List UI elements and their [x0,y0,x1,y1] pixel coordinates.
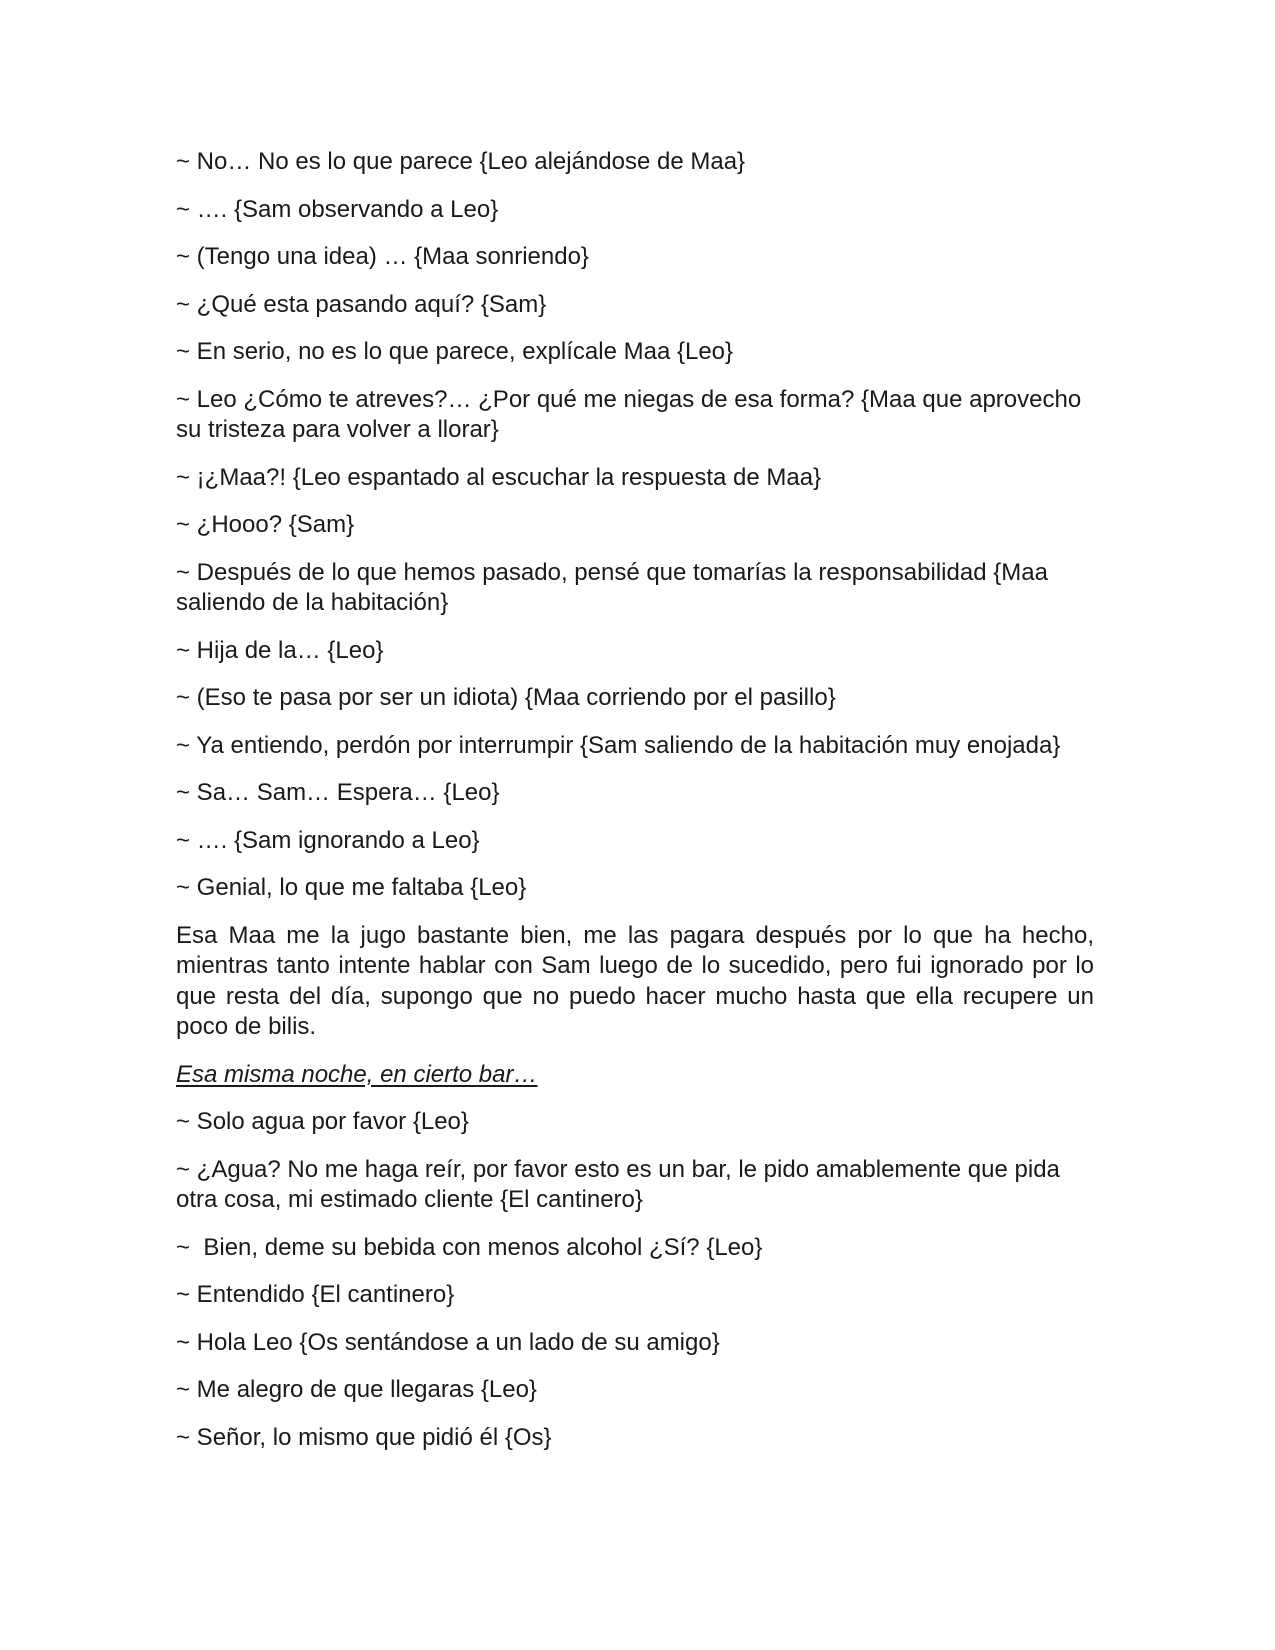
dialogue-line: ~ No… No es lo que parece {Leo alejándose de Maa} [176,148,746,175]
dialogue-line: ~ …. {Sam observando a Leo} [176,195,499,223]
dialogue-line: ~ Hija de la… {Leo} [176,636,384,664]
dialogue-line: ~ Solo agua por favor {Leo} [176,1108,469,1135]
page-body [176,147,1094,1470]
dialogue-line: ~ Genial, lo que me faltaba {Leo} [176,874,527,901]
dialogue-line: ~ ¿Agua? No me haga reír, por favor esto es un bar, le pido amablemente que pida otra cosa, mi estimado cliente {El cantinero} [176,1155,1060,1213]
dialogue-line: ~ Ya entiendo, perdón por interrumpir {Sam saliendo de la habitación muy enojada} [176,731,1061,759]
dialogue-line: ~ Leo ¿Cómo te atreves?… ¿Por qué me niegas de esa forma? {Maa que aprovecho su tristeza para volver a llorar} [176,385,1082,443]
dialogue-line: ~ Entendido {El cantinero} [176,1281,455,1308]
dialogue-line: ~ …. {Sam ignorando a Leo} [176,826,480,854]
dialogue-line: ~ ¿Hooo? {Sam} [176,511,355,538]
dialogue-line: ~ Me alegro de que llegaras {Leo} [176,1376,537,1403]
dialogue-line: ~ Hola Leo {Os sentándose a un lado de su amigo} [176,1328,720,1356]
dialogue-line: ~ (Tengo una idea) … {Maa sonriendo} [176,243,589,270]
narration-paragraph: Esa Maa me la jugo bastante bien, me las pagara después por lo que ha hecho, mientras tanto intente hablar con Sam luego de lo sucedido, pero fui ignorado por lo que resta del día, supongo que no puedo hacer mucho hasta que ella recupere un poco de bilis. [176,921,1094,1040]
dialogue-line: ~ ¿Qué esta pasando aquí? {Sam} [176,290,547,318]
dialogue-line: ~ En serio, no es lo que parece, explícale Maa {Leo} [176,338,734,365]
dialogue-line: ~ Sa… Sam… Espera… {Leo} [176,779,500,806]
dialogue-line: ~ Señor, lo mismo que pidió él {Os} [176,1423,552,1451]
dialogue-line: ~ (Eso te pasa por ser un idiota) {Maa corriendo por el pasillo} [176,684,836,711]
dialogue-line: ~ ¡¿Maa?! {Leo espantado al escuchar la respuesta de Maa} [176,463,822,491]
dialogue-line: ~ Después de lo que hemos pasado, pensé que tomarías la responsabilidad {Maa saliendo de la habitación} [176,558,1048,616]
dialogue-line: ~ Bien, deme su bebida con menos alcohol ¿Sí? {Leo} [176,1233,763,1261]
scene-heading: Esa misma noche, en cierto bar… [176,1060,538,1088]
